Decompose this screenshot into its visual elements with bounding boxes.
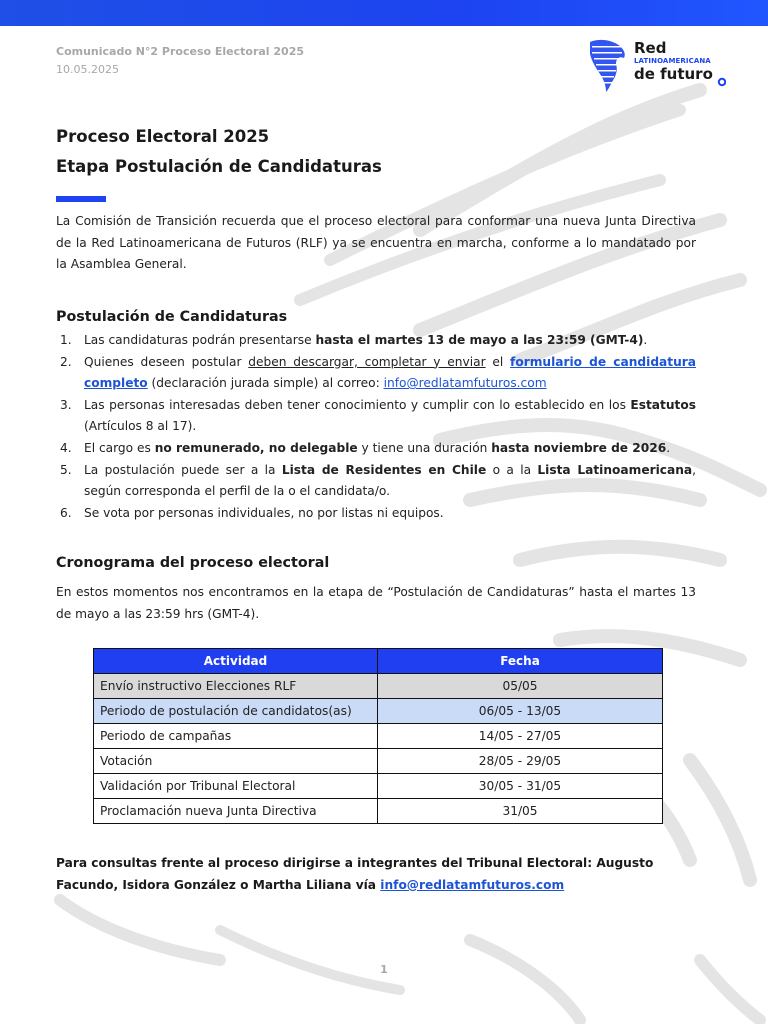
logo-line-latinoamericana: LATINOAMERICANA — [634, 57, 711, 65]
contact-note: Para consultas frente al proceso dirigirse a integrantes del Tribunal Electoral: Augusto Facundo, Isidora González o Martha Liliana vía info@redlatamfuturos.com — [56, 856, 654, 892]
column-header-actividad: Actividad — [94, 649, 378, 674]
intro-paragraph: La Comisión de Transición recuerda que el proceso electoral para conformar una nueva Junta Directiva de la Red Latinoamericana de Futuros (RLF) ya se encuentra en marcha, conforme a lo mandatado por la Asamblea General. — [56, 214, 696, 272]
table-header-row — [94, 649, 663, 674]
cronograma-paragraph: En estos momentos nos encontramos en la etapa de “Postulación de Candidaturas” hasta el martes 13 de mayo a las 23:59 hrs (GMT-4). — [56, 585, 696, 621]
column-header-fecha: Fecha — [378, 649, 663, 674]
table-row: Proclamación nueva Junta Directiva 31/05 — [94, 799, 663, 824]
communique-date: 10.05.2025 — [56, 63, 119, 76]
contact-email-link[interactable]: info@redlatamfuturos.com — [383, 376, 547, 391]
candidature-form-link[interactable]: formulario de candidatura completo — [84, 354, 697, 391]
document-title — [56, 122, 382, 182]
list-item: 3. Las personas interesadas deben tener conocimiento y cumplir con lo establecido en los Estatutos (Artículos 8 al 17). — [60, 397, 696, 434]
candidaturas-list — [56, 330, 696, 524]
list-item: 4. El cargo es no remunerado, no delegable y tiene una duración hasta noviembre de 2026. — [60, 440, 671, 455]
title-line-2: Etapa Postulación de Candidaturas — [56, 157, 382, 176]
logo-line-red: Red — [634, 39, 667, 57]
list-item: 6. Se vota por personas individuales, no por listas ni equipos. — [60, 505, 444, 520]
list-item: 2. Quienes deseen postular deben descargar, completar y enviar el formulario de candidatura completo (declaración jurada simple) al correo: info@redlatamfuturos.com — [60, 354, 697, 391]
title-accent-bar — [56, 196, 106, 202]
top-accent-bar — [0, 0, 768, 26]
section-heading-candidaturas: Postulación de Candidaturas — [56, 309, 288, 325]
table-row: Validación por Tribunal Electoral 30/05 - 31/05 — [94, 774, 663, 799]
footer-email-link[interactable]: info@redlatamfuturos.com — [380, 878, 565, 892]
title-line-1: Proceso Electoral 2025 — [56, 127, 270, 146]
schedule-table — [93, 648, 663, 824]
section-heading-cronograma: Cronograma del proceso electoral — [56, 555, 330, 571]
list-item: 1. Las candidaturas podrán presentarse hasta el martes 13 de mayo a las 23:59 (GMT-4). — [60, 333, 648, 347]
list-item: 5. La postulación puede ser a la Lista de Residentes en Chile o a la Lista Latinoamericana, según corresponda el perfil de la o el candidata/o. — [60, 462, 696, 499]
document-meta — [56, 43, 304, 79]
table-row: Envío instructivo Elecciones RLF 05/05 — [94, 674, 663, 699]
table-row: Periodo de postulación de candidatos(as) 06/05 - 13/05 — [94, 699, 663, 724]
table-row: Votación 28/05 - 29/05 — [94, 749, 663, 774]
table-row: Periodo de campañas 14/05 - 27/05 — [94, 724, 663, 749]
page-number: 1 — [380, 963, 388, 976]
logo-wordmark — [634, 40, 713, 83]
communique-title: Comunicado N°2 Proceso Electoral 2025 — [56, 45, 305, 58]
logo-line-de-futuro: de futuro — [634, 65, 713, 83]
